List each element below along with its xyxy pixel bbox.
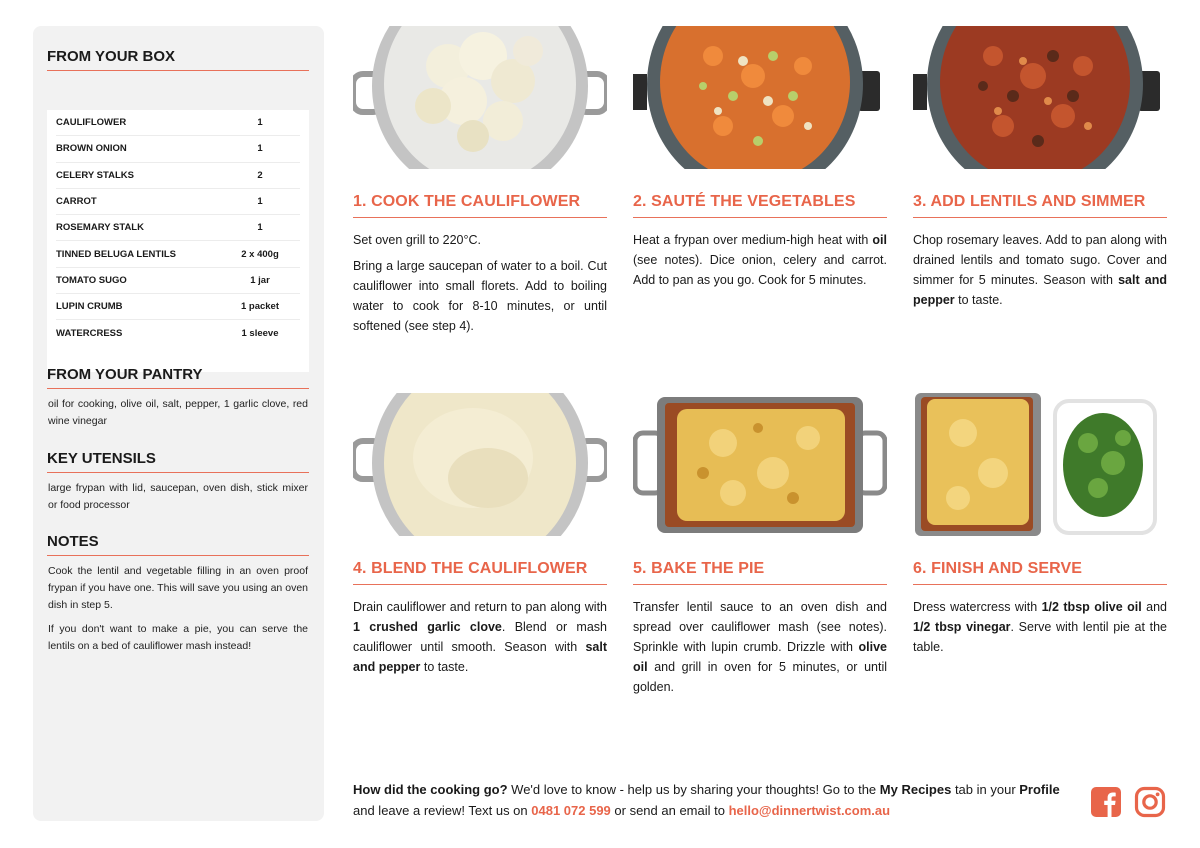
- step-3: [913, 26, 1167, 310]
- text: to taste.: [954, 293, 1003, 307]
- step-2-photo: [633, 26, 887, 169]
- feedback-footer: [353, 779, 1073, 821]
- bold-text: 1/2 tbsp vinegar: [913, 620, 1011, 634]
- bold-text: salt and pepper: [913, 273, 1167, 307]
- table-row: [56, 136, 300, 162]
- text: . Serve with lentil pie at the table.: [913, 620, 1167, 654]
- ingredient-name: ROSEMARY STALK: [56, 222, 144, 234]
- step-paragraph: [353, 597, 607, 677]
- step-3-title: 3. ADD LENTILS AND SIMMER: [913, 193, 1167, 218]
- step-2-body: [633, 230, 887, 290]
- text: Heat a frypan over medium-high heat with: [633, 233, 873, 247]
- step-5-photo: [633, 393, 887, 536]
- ingredient-qty: 1 packet: [240, 301, 280, 313]
- table-row: [56, 189, 300, 215]
- bold-text: 1/2 tbsp olive oil: [1041, 600, 1142, 614]
- step-5: [633, 393, 887, 697]
- step-5-title: 5. BAKE THE PIE: [633, 560, 887, 585]
- pantry-heading: FROM YOUR PANTRY: [47, 366, 309, 389]
- step-4-body: [353, 597, 607, 677]
- ingredient-name: WATERCRESS: [56, 328, 123, 340]
- text: Bring a large saucepan of water to a boil. Cut cauliflower into small florets. Add to boiling water to cook for 8-10 minutes, or until softened (see step 4).: [353, 259, 607, 333]
- step-paragraph: [633, 597, 887, 697]
- text: and: [1141, 600, 1167, 614]
- pantry-text: oil for cooking, olive oil, salt, pepper, 1 garlic clove, red wine vinegar: [48, 398, 308, 427]
- table-row: [56, 320, 300, 346]
- my-recipes-link[interactable]: My Recipes: [879, 782, 952, 797]
- ingredient-name: TOMATO SUGO: [56, 274, 127, 286]
- ingredient-qty: 2 x 400g: [241, 248, 279, 260]
- step-4: [353, 393, 607, 677]
- instagram-icon[interactable]: [1134, 786, 1166, 818]
- table-row: [56, 163, 300, 189]
- step-2: [633, 26, 887, 290]
- text: Dress watercress with: [913, 600, 1042, 614]
- text: Chop rosemary leaves. Add to pan along with drained lentils and tomato sugo. Cover and simmer for 5 minutes. Season with: [913, 233, 1167, 287]
- step-paragraph: [353, 256, 607, 336]
- ingredient-name: LUPIN CRUMB: [56, 301, 123, 313]
- facebook-icon[interactable]: [1090, 786, 1122, 818]
- step-3-photo: [913, 26, 1167, 169]
- bold-text: olive oil: [633, 640, 887, 674]
- footer-text-2: tab in your: [951, 782, 1020, 797]
- step-6-photo: [913, 393, 1167, 536]
- notes-text-1: Cook the lentil and vegetable filling in an oven proof frypan if you have one. This will save you using an oven dish in step 5.: [48, 565, 308, 611]
- ingredients-table: [47, 110, 309, 372]
- table-row: [56, 215, 300, 241]
- step-6-body: [913, 597, 1167, 657]
- text: . Blend or mash cauliflower until smooth. Season with: [353, 620, 608, 654]
- ingredient-name: BROWN ONION: [56, 143, 127, 155]
- text: (see notes). Dice onion, celery and carrot. Add to pan as you go. Cook for 5 minutes.: [633, 253, 887, 287]
- step-paragraph: [353, 230, 607, 250]
- ingredient-qty: 1 sleeve: [241, 328, 279, 340]
- footer-text-4: or send an email to: [610, 803, 729, 818]
- ingredient-qty: 1 jar: [250, 274, 270, 286]
- table-row: [56, 268, 300, 294]
- text: Transfer lentil sauce to an oven dish and spread over cauliflower mash (see notes). Sprinkle with lupin crumb. Drizzle with: [633, 600, 887, 654]
- ingredient-qty: 1: [257, 143, 263, 155]
- step-5-body: [633, 597, 887, 697]
- ingredient-name: CELERY STALKS: [56, 169, 134, 181]
- phone-link[interactable]: 0481 072 599: [531, 803, 611, 818]
- utensils-text: large frypan with lid, saucepan, oven dish, stick mixer or food processor: [48, 482, 308, 511]
- step-1-photo: [353, 26, 607, 169]
- table-row: [56, 294, 300, 320]
- step-paragraph: [913, 230, 1167, 310]
- email-link[interactable]: hello@dinnertwist.com.au: [728, 803, 891, 818]
- footer-question: How did the cooking go?: [353, 782, 508, 797]
- ingredient-qty: 1: [257, 222, 263, 234]
- footer-text-1: We'd love to know - help us by sharing your thoughts! Go to the: [507, 782, 880, 797]
- ingredient-name: CAULIFLOWER: [56, 117, 127, 129]
- text: to taste.: [420, 660, 469, 674]
- step-paragraph: [633, 230, 887, 290]
- footer-text-3: and leave a review! Text us on: [353, 803, 532, 818]
- table-row: [56, 110, 300, 136]
- profile-link[interactable]: Profile: [1019, 782, 1060, 797]
- bold-text: 1 crushed garlic clove: [353, 620, 502, 634]
- step-6: [913, 393, 1167, 657]
- table-row: [56, 241, 300, 267]
- notes-heading: NOTES: [47, 533, 309, 556]
- ingredient-qty: 2: [257, 169, 263, 181]
- ingredient-name: TINNED BELUGA LENTILS: [56, 248, 176, 260]
- step-1-title: 1. COOK THE CAULIFLOWER: [353, 193, 607, 218]
- box-heading: FROM YOUR BOX: [47, 48, 309, 71]
- ingredient-qty: 1: [257, 117, 263, 129]
- step-3-body: [913, 230, 1167, 310]
- step-1-body: [353, 230, 607, 336]
- text: and grill in oven for 5 minutes, or until golden.: [633, 660, 887, 694]
- step-1: [353, 26, 607, 336]
- step-paragraph: [913, 597, 1167, 657]
- step-4-photo: [353, 393, 607, 536]
- utensils-heading: KEY UTENSILS: [47, 450, 309, 473]
- bold-text: oil: [872, 233, 887, 247]
- bold-text: salt and pepper: [353, 640, 607, 674]
- text: Set oven grill to 220°C.: [353, 233, 481, 247]
- ingredient-qty: 1: [257, 196, 263, 208]
- step-6-title: 6. FINISH AND SERVE: [913, 560, 1167, 585]
- step-2-title: 2. SAUTÉ THE VEGETABLES: [633, 193, 887, 218]
- step-4-title: 4. BLEND THE CAULIFLOWER: [353, 560, 607, 585]
- notes-text-2: If you don't want to make a pie, you can serve the lentils on a bed of cauliflower mash instead!: [48, 623, 308, 652]
- text: Drain cauliflower and return to pan along with: [353, 600, 607, 614]
- ingredient-name: CARROT: [56, 196, 97, 208]
- sidebar: [33, 26, 324, 821]
